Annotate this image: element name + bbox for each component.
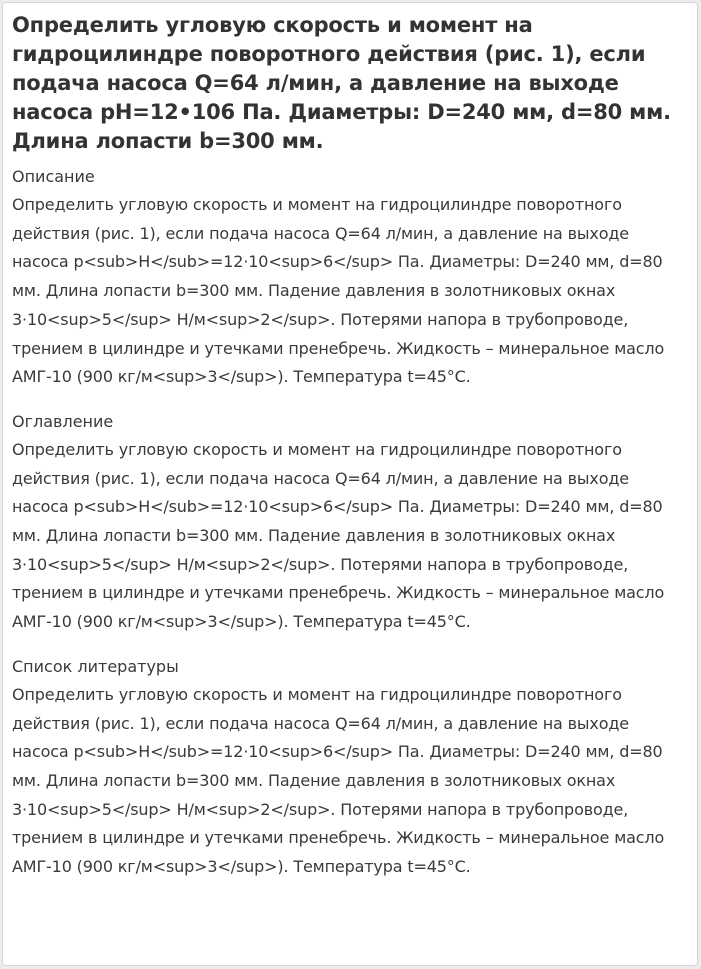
content-card [2,2,698,966]
section-heading-description: Описание [12,167,95,186]
section-heading-contents: Оглавление [12,411,114,431]
section-body-references: Определить угловую скорость и момент на гидроцилиндре поворотного действия (рис. 1), если подача насоса Q=64 л/мин, а давление на выходе насоса p<sub>H</sub>=12·10<sup>6</sup> Па. Диаметры: D=240 мм, d=80 мм. Длина лопасти b=300 мм. Падение давления в золотниковых окнах 3·10<sup>5</sup> Н/м<sup>2</sup>. Потерями напора в трубопроводе, трением в цилиндре и утечками пренебречь. Жидкость – минеральное масло АМГ-10 (900 кг/м<sup>3</sup>). Температура t=45°С. [12,684,665,877]
section-body-description: Определить угловую скорость и момент на гидроцилиндре поворотного действия (рис. 1), если подача насоса Q=64 л/мин, а давление на выходе насоса p<sub>H</sub>=12·10<sup>6</sup> Па. Диаметры: D=240 мм, d=80 мм. Длина лопасти b=300 мм. Падение давления в золотниковых окнах 3·10<sup>5</sup> Н/м<sup>2</sup>. Потерями напора в трубопроводе, трением в цилиндре и утечками пренебречь. Жидкость – минеральное масло АМГ-10 (900 кг/м<sup>3</sup>). Температура t=45°С. [12,195,665,387]
section-contents [12,408,685,637]
section-references [12,653,685,882]
section-description [12,163,685,392]
section-heading-references: Список литературы [12,656,179,676]
page-title: Определить угловую скорость и момент на гидроцилиндре поворотного действия (рис. 1), если подача насоса Q=64 л/мин, а давление на выходе насоса pH=12•106 Па. Диаметры: D=240 мм, d=80 мм. Длина лопасти b=300 мм. [12,13,671,153]
section-body-contents: Определить угловую скорость и момент на гидроцилиндре поворотного действия (рис. 1), если подача насоса Q=64 л/мин, а давление на выходе насоса p<sub>H</sub>=12·10<sup>6</sup> Па. Диаметры: D=240 мм, d=80 мм. Длина лопасти b=300 мм. Падение давления в золотниковых окнах 3·10<sup>5</sup> Н/м<sup>2</sup>. Потерями напора в трубопроводе, трением в цилиндре и утечками пренебречь. Жидкость – минеральное масло АМГ-10 (900 кг/м<sup>3</sup>). Температура t=45°С. [12,439,665,632]
